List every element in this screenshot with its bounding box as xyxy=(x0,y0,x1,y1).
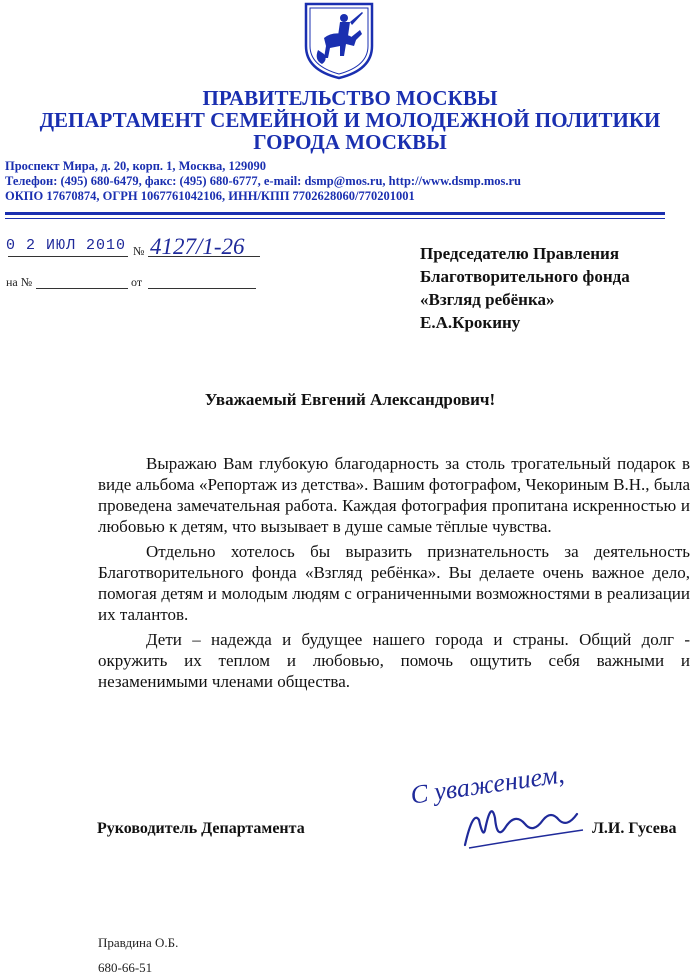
org-codes: ОКПО 17670874, ОГРН 1067761042106, ИНН/КПП 7702628060/770201001 xyxy=(5,189,415,203)
reply-to-underline xyxy=(36,288,128,289)
moscow-coat-of-arms-emblem xyxy=(300,0,378,80)
addressee-line-2: Благотворительного фонда xyxy=(420,267,630,286)
from-underline xyxy=(148,288,256,289)
body-paragraph-3: Дети – надежда и будущее нашего города и страны. Общий долг - окружить их теплом и любовью, помочь ощутить себя важными и незаменимыми членами общества. xyxy=(98,630,690,691)
addressee-line-3: «Взгляд ребёнка» xyxy=(420,290,555,309)
body-paragraph-2: Отдельно хотелось бы выразить признательность за деятельность Благотворительного фонда «Взгляд ребёнка». Вы делаете очень важное дело, помогая детям и молодым людям с ограниченными возможностями в реализации их талантов. xyxy=(98,542,690,624)
reply-to-label: на № xyxy=(6,275,33,289)
org-name-line-2: ДЕПАРТАМЕНТ СЕМЕЙНОЙ И МОЛОДЕЖНОЙ ПОЛИТИКИ xyxy=(39,108,661,132)
addressee-line-4: Е.А.Крокину xyxy=(420,313,521,332)
addressee-line-1: Председателю Правления xyxy=(420,244,620,263)
body-paragraph-1: Выражаю Вам глубокую благодарность за столь трогательный подарок в виде альбома «Репортаж из детства». Вашим фотографом, Чекориным В.Н., была проведена замечательная работа. Каждая фотография пропитана искренностью и любовью к детям, что вызывает в душе самые тёплые чувства. xyxy=(98,454,690,536)
handwritten-greeting: С уважением, xyxy=(408,759,566,810)
signatory-role: Руководитель Департамента xyxy=(97,820,305,837)
org-name-line-1: ПРАВИТЕЛЬСТВО МОСКВЫ xyxy=(202,86,498,110)
signatory-name: Л.И. Гусева xyxy=(592,820,677,837)
salutation: Уважаемый Евгений Александрович! xyxy=(204,390,496,409)
date-stamp: 0 2 ИЮЛ 2010 xyxy=(6,237,127,254)
org-address: Проспект Мира, д. 20, корп. 1, Москва, 129090 xyxy=(5,159,267,173)
from-label: от xyxy=(131,275,143,289)
handwritten-signature xyxy=(455,790,595,860)
number-label: № xyxy=(133,244,145,258)
letter-body xyxy=(98,453,690,692)
handwritten-number: 4127/1-26 xyxy=(150,234,245,259)
header-divider-thin xyxy=(5,218,665,219)
org-phones: Телефон: (495) 680-6479, факс: (495) 680-6777, e-mail: dsmp@mos.ru, http://www.dsmp.mos.ru xyxy=(5,174,521,188)
executor-name: Правдина О.Б. xyxy=(98,935,179,950)
org-name-line-3: ГОРОДА МОСКВЫ xyxy=(253,130,447,154)
number-underline xyxy=(148,256,260,257)
executor-phone: 680-66-51 xyxy=(98,960,153,975)
header-divider-thick xyxy=(5,212,665,215)
addressee-block xyxy=(420,242,630,334)
date-underline xyxy=(8,256,128,257)
